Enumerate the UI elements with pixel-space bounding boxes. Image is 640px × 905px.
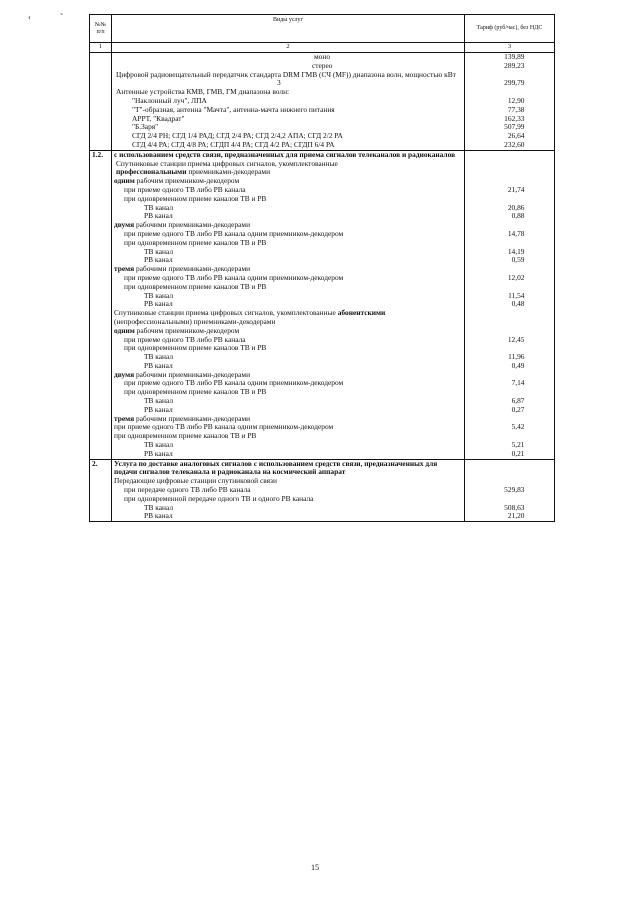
tariff-value: 11,54 bbox=[508, 291, 525, 300]
service-name: тремя рабочими приемниками-декодерами bbox=[112, 415, 465, 424]
tariff-cell bbox=[465, 397, 555, 406]
row-number bbox=[90, 309, 112, 318]
table-row bbox=[90, 150, 555, 159]
row-number bbox=[90, 388, 112, 397]
row-number bbox=[90, 62, 112, 71]
service-name: при приеме одного ТВ либо РВ канала одним приемником-декодером bbox=[112, 230, 465, 239]
tariff-cell bbox=[465, 79, 555, 88]
table-row bbox=[90, 160, 555, 169]
tariff-cell bbox=[465, 132, 555, 141]
column-number-row bbox=[90, 43, 555, 53]
table-row bbox=[90, 292, 555, 301]
table-row bbox=[90, 512, 555, 521]
tariff-cell bbox=[465, 459, 555, 477]
table-row bbox=[90, 88, 555, 97]
table-row bbox=[90, 239, 555, 248]
header-service: Виды услуг bbox=[112, 15, 465, 43]
service-name: СГД 4/4 РА; СГД 4/8 РА; СГДП 4/4 РА; СГД 4/2 РА; СГДП 6/4 РА bbox=[112, 141, 465, 150]
tariff-cell bbox=[465, 379, 555, 388]
service-name: при одновременном приеме каналов ТВ и РВ bbox=[112, 432, 465, 441]
table-row bbox=[90, 53, 555, 62]
row-number bbox=[90, 283, 112, 292]
tariff-cell bbox=[465, 406, 555, 415]
tariff-value: 14,19 bbox=[507, 247, 525, 256]
service-name: двумя рабочими приемниками-декодерами bbox=[112, 221, 465, 230]
service-name: АРРТ, "Квадрат" bbox=[112, 115, 465, 124]
row-number bbox=[90, 195, 112, 204]
table-row bbox=[90, 256, 555, 265]
row-number: 2. bbox=[90, 459, 112, 477]
row-number bbox=[90, 318, 112, 327]
tariff-cell bbox=[465, 300, 555, 309]
table-row bbox=[90, 132, 555, 141]
row-number bbox=[90, 512, 112, 521]
tariff-value: 0,27 bbox=[511, 405, 525, 414]
column-number: 2 bbox=[112, 43, 465, 53]
service-name: двумя рабочими приемниками-декодерами bbox=[112, 371, 465, 380]
tariff-value: 12,90 bbox=[507, 96, 525, 105]
table-row bbox=[90, 79, 555, 88]
table-row bbox=[90, 353, 555, 362]
service-name: Спутниковые станции приема цифровых сигналов, укомплектованные bbox=[112, 160, 465, 169]
tariff-cell bbox=[465, 141, 555, 150]
row-number bbox=[90, 265, 112, 274]
service-name: при приеме одного ТВ либо РВ канала bbox=[112, 186, 465, 195]
table-row bbox=[90, 415, 555, 424]
tariff-value: 0,48 bbox=[511, 300, 525, 309]
row-number bbox=[90, 477, 112, 486]
column-number: 3 bbox=[465, 43, 555, 53]
tariff-value: 6,87 bbox=[511, 397, 525, 406]
service-name: Услуга по доставке аналоговых сигналов с использованием средств связи, предназначенных для подачи сигналов телеканала и радиоканала на космический аппарат bbox=[112, 459, 465, 477]
tariff-value: 5,21 bbox=[511, 441, 525, 450]
service-name: РВ канал bbox=[112, 212, 465, 221]
service-name: СГД 2/4 РН; СГД 1/4 РАД; СГД 2/4 РА; СГД 2/4,2 АПА; СГД 2/2 РА bbox=[112, 132, 465, 141]
tariff-cell bbox=[465, 415, 555, 424]
scan-mark: ˜ bbox=[60, 12, 63, 22]
row-number bbox=[90, 204, 112, 213]
tariff-value: 0,21 bbox=[511, 449, 525, 458]
table-header-row bbox=[90, 15, 555, 43]
table-row bbox=[90, 62, 555, 71]
tariff-cell bbox=[465, 62, 555, 71]
table-row bbox=[90, 336, 555, 345]
service-name: при приеме одного ТВ либо РВ канала одним приемником-декодером bbox=[112, 274, 465, 283]
tariff-table bbox=[89, 14, 555, 522]
row-number bbox=[90, 177, 112, 186]
row-number bbox=[90, 186, 112, 195]
tariff-value: 162,33 bbox=[504, 114, 525, 123]
service-name: "Наклонный луч", ЛПА bbox=[112, 97, 465, 106]
tariff-value: 0,88 bbox=[511, 212, 525, 221]
table-row bbox=[90, 406, 555, 415]
table-row bbox=[90, 495, 555, 504]
tariff-cell bbox=[465, 274, 555, 283]
table-row bbox=[90, 123, 555, 132]
tariff-cell bbox=[465, 115, 555, 124]
row-number bbox=[90, 344, 112, 353]
service-name: при приеме одного ТВ либо РВ канала одним приемником-декодером bbox=[112, 379, 465, 388]
tariff-value: 12,45 bbox=[507, 335, 525, 344]
service-name: РВ канал bbox=[112, 512, 465, 521]
tariff-value: 0,49 bbox=[511, 361, 525, 370]
service-name: РВ канал bbox=[112, 450, 465, 459]
row-number bbox=[90, 168, 112, 177]
row-number bbox=[90, 415, 112, 424]
tariff-cell bbox=[465, 423, 555, 432]
tariff-cell bbox=[465, 71, 555, 80]
tariff-value: 299,79 bbox=[504, 79, 525, 88]
table-row bbox=[90, 450, 555, 459]
row-number bbox=[90, 423, 112, 432]
table-row bbox=[90, 441, 555, 450]
table-row bbox=[90, 230, 555, 239]
table-row bbox=[90, 397, 555, 406]
table-row bbox=[90, 362, 555, 371]
table-row bbox=[90, 106, 555, 115]
tariff-value: 7,14 bbox=[511, 379, 525, 388]
row-number bbox=[90, 362, 112, 371]
table-row bbox=[90, 309, 555, 318]
row-number bbox=[90, 230, 112, 239]
service-name: ТВ канал bbox=[112, 397, 465, 406]
tariff-cell bbox=[465, 195, 555, 204]
table-row bbox=[90, 265, 555, 274]
row-number bbox=[90, 79, 112, 88]
table-row bbox=[90, 318, 555, 327]
scan-mark: ‹ bbox=[28, 12, 31, 22]
tariff-value: 20,86 bbox=[507, 203, 525, 212]
row-number: 1.2. bbox=[90, 150, 112, 159]
table-row bbox=[90, 477, 555, 486]
tariff-value: 508,63 bbox=[504, 503, 525, 512]
service-name: Спутниковые станции приема цифровых сигналов, укомплектованные абонентскими bbox=[112, 309, 465, 318]
tariff-value: 11,96 bbox=[508, 353, 525, 362]
tariff-cell bbox=[465, 239, 555, 248]
service-name: "Т"-образная, антенна "Мачта", антенна-мачта нижнего питания bbox=[112, 106, 465, 115]
tariff-value: 21,20 bbox=[507, 512, 525, 521]
tariff-cell bbox=[465, 477, 555, 486]
service-name: РВ канал bbox=[112, 256, 465, 265]
tariff-cell bbox=[465, 97, 555, 106]
header-tariff: Тариф (руб/час), без НДС bbox=[465, 15, 555, 43]
tariff-cell bbox=[465, 150, 555, 159]
service-name: профессиональными приемниками-декодерами bbox=[112, 168, 465, 177]
table-row bbox=[90, 274, 555, 283]
tariff-cell bbox=[465, 327, 555, 336]
table-row bbox=[90, 204, 555, 213]
service-name: при одновременном приеме каналов ТВ и РВ bbox=[112, 239, 465, 248]
table-row bbox=[90, 141, 555, 150]
row-number bbox=[90, 221, 112, 230]
row-number bbox=[90, 300, 112, 309]
tariff-value: 139,89 bbox=[504, 52, 525, 61]
table-row bbox=[90, 283, 555, 292]
tariff-value: 14,78 bbox=[507, 229, 525, 238]
row-number bbox=[90, 274, 112, 283]
row-number bbox=[90, 123, 112, 132]
table-row bbox=[90, 486, 555, 495]
table-row bbox=[90, 221, 555, 230]
table-row bbox=[90, 423, 555, 432]
tariff-cell bbox=[465, 123, 555, 132]
table-row bbox=[90, 71, 555, 80]
row-number bbox=[90, 504, 112, 513]
tariff-cell bbox=[465, 388, 555, 397]
service-name: Антенные устройства КМВ, ГМВ, ГМ диапазона волн: bbox=[112, 88, 465, 97]
table-row bbox=[90, 327, 555, 336]
row-number bbox=[90, 106, 112, 115]
tariff-value: 5,42 bbox=[511, 423, 525, 432]
row-number bbox=[90, 406, 112, 415]
tariff-cell bbox=[465, 318, 555, 327]
tariff-cell bbox=[465, 88, 555, 97]
table-row bbox=[90, 115, 555, 124]
tariff-value: 21,74 bbox=[507, 185, 525, 194]
service-name: при приеме одного ТВ либо РВ канала одним приемником-декодером bbox=[112, 423, 465, 432]
tariff-cell bbox=[465, 230, 555, 239]
tariff-cell bbox=[465, 212, 555, 221]
table-row bbox=[90, 379, 555, 388]
tariff-cell bbox=[465, 504, 555, 513]
table-row bbox=[90, 212, 555, 221]
service-name: Передающие цифровые станции спутниковой связи bbox=[112, 477, 465, 486]
table-row bbox=[90, 504, 555, 513]
tariff-cell bbox=[465, 168, 555, 177]
service-name: ТВ канал bbox=[112, 353, 465, 362]
row-number bbox=[90, 115, 112, 124]
tariff-cell bbox=[465, 362, 555, 371]
row-number bbox=[90, 441, 112, 450]
tariff-cell bbox=[465, 186, 555, 195]
row-number bbox=[90, 327, 112, 336]
tariff-cell bbox=[465, 283, 555, 292]
row-number bbox=[90, 371, 112, 380]
row-number bbox=[90, 248, 112, 257]
page-number: 15 bbox=[311, 863, 319, 872]
tariff-value: 529,83 bbox=[504, 486, 525, 495]
service-name: моно bbox=[112, 53, 465, 62]
row-number bbox=[90, 336, 112, 345]
service-name: ТВ канал bbox=[112, 292, 465, 301]
table-row bbox=[90, 177, 555, 186]
row-number bbox=[90, 292, 112, 301]
service-name: РВ канал bbox=[112, 406, 465, 415]
row-number bbox=[90, 397, 112, 406]
service-name: ТВ канал bbox=[112, 441, 465, 450]
row-number bbox=[90, 495, 112, 504]
table-row bbox=[90, 344, 555, 353]
row-number bbox=[90, 71, 112, 80]
service-name: при одновременном приеме каналов ТВ и РВ bbox=[112, 344, 465, 353]
table-row bbox=[90, 248, 555, 257]
service-name: тремя рабочими приемниками-декодерами bbox=[112, 265, 465, 274]
table-row bbox=[90, 459, 555, 477]
tariff-cell bbox=[465, 309, 555, 318]
tariff-value: 12,02 bbox=[507, 273, 525, 282]
service-name: одним рабочим приемником-декодером bbox=[112, 327, 465, 336]
tariff-value: 289,23 bbox=[504, 61, 525, 70]
service-name: РВ канал bbox=[112, 300, 465, 309]
tariff-cell bbox=[465, 371, 555, 380]
service-name: ТВ канал bbox=[112, 248, 465, 257]
tariff-cell bbox=[465, 486, 555, 495]
service-name: 3 bbox=[112, 79, 465, 88]
row-number bbox=[90, 53, 112, 62]
row-number bbox=[90, 432, 112, 441]
service-name: при одновременном приеме каналов ТВ и РВ bbox=[112, 388, 465, 397]
tariff-value: 26,64 bbox=[507, 132, 525, 141]
service-name: стерео bbox=[112, 62, 465, 71]
table-row bbox=[90, 195, 555, 204]
service-name: при передаче одного ТВ либо РВ канала bbox=[112, 486, 465, 495]
row-number bbox=[90, 379, 112, 388]
table-row bbox=[90, 168, 555, 177]
tariff-cell bbox=[465, 160, 555, 169]
row-number bbox=[90, 239, 112, 248]
service-name: ТВ канал bbox=[112, 204, 465, 213]
tariff-cell bbox=[465, 512, 555, 521]
tariff-value: 77,38 bbox=[507, 105, 525, 114]
row-number bbox=[90, 97, 112, 106]
table-row bbox=[90, 371, 555, 380]
tariff-value: 0,59 bbox=[511, 256, 525, 265]
table-row bbox=[90, 97, 555, 106]
service-name: "Б.Заря" bbox=[112, 123, 465, 132]
service-name: с использованием средств связи, предназначенных для приема сигналов телеканалов и радиоканалов bbox=[112, 150, 465, 159]
tariff-cell bbox=[465, 336, 555, 345]
service-name: Цифровой радиовещательный передатчик стандарта DRM ГМВ (СЧ (MF)) диапазона волн, мощностью кВт bbox=[112, 71, 465, 80]
row-number bbox=[90, 88, 112, 97]
table-row bbox=[90, 388, 555, 397]
row-number bbox=[90, 486, 112, 495]
tariff-cell bbox=[465, 256, 555, 265]
tariff-value: 507,99 bbox=[504, 123, 525, 132]
tariff-cell bbox=[465, 292, 555, 301]
row-number bbox=[90, 160, 112, 169]
row-number bbox=[90, 212, 112, 221]
tariff-cell bbox=[465, 344, 555, 353]
tariff-cell bbox=[465, 495, 555, 504]
row-number bbox=[90, 141, 112, 150]
header-num: №№ п/п bbox=[90, 15, 112, 43]
tariff-cell bbox=[465, 441, 555, 450]
row-number bbox=[90, 450, 112, 459]
row-number bbox=[90, 132, 112, 141]
table-row bbox=[90, 300, 555, 309]
service-name: РВ канал bbox=[112, 362, 465, 371]
table-row bbox=[90, 186, 555, 195]
column-number: 1 bbox=[90, 43, 112, 53]
tariff-cell bbox=[465, 265, 555, 274]
row-number bbox=[90, 256, 112, 265]
service-name: (непрофессиональными) приемниками-декодерами bbox=[112, 318, 465, 327]
tariff-cell bbox=[465, 177, 555, 186]
tariff-cell bbox=[465, 450, 555, 459]
tariff-cell bbox=[465, 221, 555, 230]
service-name: при одновременном приеме каналов ТВ и РВ bbox=[112, 283, 465, 292]
service-name: при одновременном приеме каналов ТВ и РВ bbox=[112, 195, 465, 204]
tariff-cell bbox=[465, 353, 555, 362]
service-name: ТВ канал bbox=[112, 504, 465, 513]
tariff-cell bbox=[465, 432, 555, 441]
service-name: одним рабочим приемником-декодером bbox=[112, 177, 465, 186]
tariff-cell bbox=[465, 204, 555, 213]
tariff-cell bbox=[465, 53, 555, 62]
service-name: при одновременной передаче одного ТВ и одного РВ канала bbox=[112, 495, 465, 504]
service-name: при приеме одного ТВ либо РВ канала bbox=[112, 336, 465, 345]
tariff-cell bbox=[465, 248, 555, 257]
tariff-cell bbox=[465, 106, 555, 115]
table-row bbox=[90, 432, 555, 441]
row-number bbox=[90, 353, 112, 362]
tariff-value: 232,60 bbox=[504, 140, 525, 149]
